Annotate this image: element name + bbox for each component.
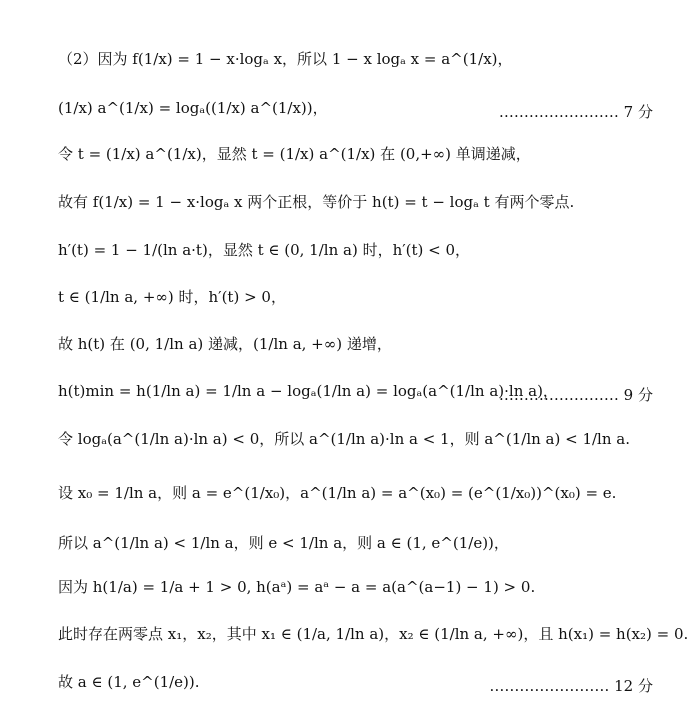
solution-line-11: 所以 a^(1/ln a) < 1/ln a，则 e < 1/ln a，则 a ∈ (1, e^(1/e))， [58, 534, 509, 552]
solution-line-6: t ∈ (1/ln a, +∞) 时，h′(t) > 0， [58, 288, 286, 306]
solution-line-7: 故 h(t) 在 (0, 1/ln a) 递减，(1/ln a, +∞) 递增， [58, 335, 392, 353]
solution-line-3: 令 t = (1/x) a^(1/x)，显然 t = (1/x) a^(1/x) 在 (0,+∞) 单调递减， [58, 145, 531, 163]
solution-line-9: 令 logₐ(a^(1/ln a)·ln a) < 0，所以 a^(1/ln a)·ln a < 1，则 a^(1/ln a) < 1/ln a. [58, 430, 630, 448]
score-9: …………………… 9 分 [498, 386, 653, 404]
solution-line-4: 故有 f(1/x) = 1 − x·logₐ x 两个正根，等价于 h(t) = t − logₐ t 有两个零点. [58, 193, 575, 211]
solution-line-8: h(t)min = h(1/ln a) = 1/ln a − logₐ(1/ln a) = logₐ(a^(1/ln a)·ln a)， [58, 382, 558, 400]
solution-line-2: (1/x) a^(1/x) = logₐ((1/x) a^(1/x))， [58, 99, 328, 117]
solution-line-13: 此时存在两零点 x₁，x₂，其中 x₁ ∈ (1/a, 1/ln a)，x₂ ∈ (1/ln a, +∞)，且 h(x₁) = h(x₂) = 0. [58, 625, 689, 643]
solution-line-5: h′(t) = 1 − 1/(ln a·t)，显然 t ∈ (0, 1/ln a) 时，h′(t) < 0， [58, 241, 471, 259]
solution-line-12: 因为 h(1/a) = 1/a + 1 > 0, h(aᵃ) = aᵃ − a = a(a^(a−1) − 1) > 0. [58, 578, 536, 596]
score-7: …………………… 7 分 [498, 103, 653, 121]
solution-line-1: （2）因为 f(1/x) = 1 − x·logₐ x，所以 1 − x logₐ x = a^(1/x)， [58, 50, 513, 68]
solution-line-10: 设 x₀ = 1/ln a，则 a = e^(1/x₀)，a^(1/ln a) = a^(x₀) = (e^(1/x₀))^(x₀) = e. [58, 484, 617, 502]
solution-line-14: 故 a ∈ (1, e^(1/e)). [58, 673, 200, 691]
score-12: …………………… 12 分 [489, 677, 653, 695]
